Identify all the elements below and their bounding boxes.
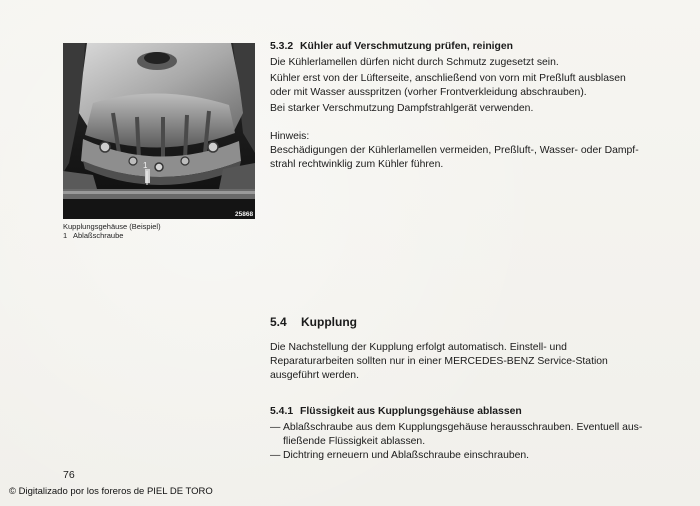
- section-54: [270, 314, 690, 383]
- body-line: ausgeführt werden.: [270, 370, 359, 381]
- image-label: 25868: [235, 211, 254, 218]
- body-line: Die Kühlerlamellen dürfen nicht durch Schmutz zugesetzt sein.: [270, 57, 559, 68]
- clutch-housing-illustration: [63, 43, 255, 219]
- caption-item-number: 1: [63, 231, 68, 240]
- section-532-number: 5.3.2: [270, 41, 294, 52]
- callout-number: 1: [143, 161, 148, 170]
- body-line: Kühler erst von der Lüfterseite, anschließend von vorn mit Preßluft ausblasen: [270, 73, 626, 84]
- section-532-body: [270, 56, 690, 116]
- list-dash: —: [270, 422, 281, 433]
- section-541-number: 5.4.1: [270, 406, 294, 417]
- section-532-note: [270, 130, 690, 172]
- caption-title: Kupplungsgehäuse (Beispiel): [63, 222, 161, 231]
- section-532: [270, 40, 690, 172]
- caption-item-text: Ablaßschraube: [73, 231, 124, 240]
- body-line: oder mit Wasser ausspritzen (vorher Frontverkleidung abschrauben).: [270, 87, 587, 98]
- body-line: Die Nachstellung der Kupplung erfolgt automatisch. Einstell- und: [270, 342, 567, 353]
- note-line: strahl rechtwinklig zum Kühler führen.: [270, 159, 444, 170]
- body-line: Bei starker Verschmutzung Dampfstrahlgerät verwenden.: [270, 103, 534, 114]
- section-541-heading: [270, 405, 690, 419]
- section-54-heading: [270, 314, 690, 330]
- list-item: [270, 449, 690, 463]
- page-number: 76: [63, 469, 75, 481]
- section-532-title: Kühler auf Verschmutzung prüfen, reinigen: [300, 41, 514, 52]
- section-54-title: Kupplung: [301, 315, 357, 329]
- clutch-housing-photo: [63, 43, 255, 219]
- note-label: Hinweis:: [270, 131, 310, 142]
- section-541-list: [270, 421, 690, 463]
- list-item-text: Dichtring erneuern und Ablaßschraube einschrauben.: [283, 450, 530, 461]
- section-541: [270, 405, 690, 463]
- section-541-title: Flüssigkeit aus Kupplungsgehäuse ablassen: [300, 406, 522, 417]
- section-532-heading: [270, 40, 690, 54]
- section-54-number: 5.4: [270, 315, 287, 329]
- list-item-continuation: fließende Flüssigkeit ablassen.: [283, 436, 426, 447]
- section-54-body: [270, 341, 690, 383]
- note-line: Beschädigungen der Kühlerlamellen vermeiden, Preßluft-, Wasser- oder Dampf-: [270, 145, 639, 156]
- list-item-text: Ablaßschraube aus dem Kupplungsgehäuse herausschrauben. Eventuell aus-: [283, 422, 643, 433]
- body-line: Reparaturarbeiten sollten nur in einer MERCEDES-BENZ Service-Station: [270, 356, 608, 367]
- copyright-notice: © Digitalizado por los foreros de PIEL DE TORO: [9, 486, 213, 497]
- caption-item: [63, 231, 161, 240]
- list-dash: —: [270, 450, 281, 461]
- figure-caption: [63, 222, 161, 240]
- list-item: [270, 421, 690, 435]
